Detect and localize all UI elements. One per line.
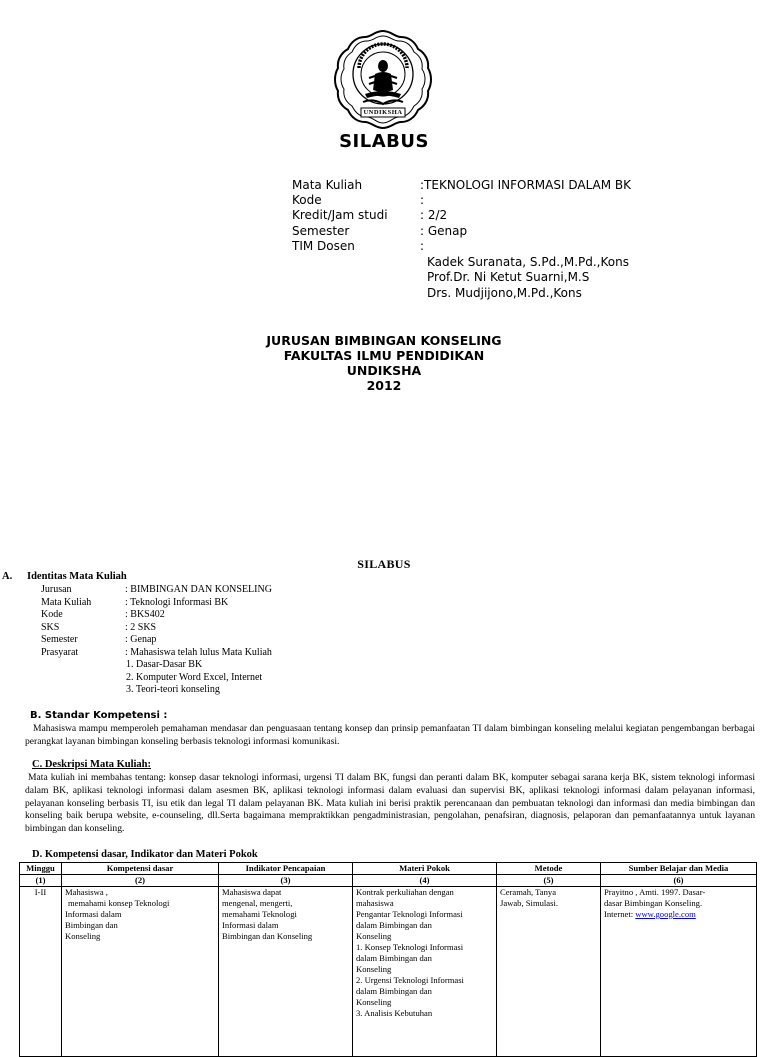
cell-line: Konseling: [356, 997, 392, 1007]
cell-line: Bimbingan dan Konseling: [222, 931, 313, 941]
cell-line: Informasi dalam: [222, 920, 279, 930]
cell-line: Informasi dalam: [65, 909, 122, 919]
competency-table: [19, 862, 757, 1057]
column-number: (4): [353, 875, 497, 887]
row-value: : Teknologi Informasi BK: [125, 597, 229, 608]
cell-line: Mahasiswa ,: [65, 887, 108, 897]
row-value: : 2 SKS: [125, 622, 157, 633]
row-value: : Genap: [420, 224, 468, 238]
cover-title: SILABUS: [339, 131, 429, 152]
cell-line: Konseling: [356, 931, 392, 941]
header-materi: Materi Pokok: [353, 863, 497, 875]
cell-line: Konseling: [65, 931, 101, 941]
table-header-row: [20, 863, 757, 875]
header-sumber: Sumber Belajar dan Media: [601, 863, 757, 875]
cell-line: 1. Konsep Teknologi Informasi: [356, 942, 464, 952]
section-a-letter: A.: [2, 571, 13, 582]
cell-line: dalam Bimbingan dan: [356, 920, 432, 930]
cell-indikator: [219, 887, 353, 1057]
row-value: :: [420, 239, 425, 253]
institution-line: FAKULTAS ILMU PENDIDIKAN: [283, 348, 485, 363]
cell-line: Jawab, Simulasi.: [500, 898, 559, 908]
logo-banner-text: UNDIKSHA: [363, 109, 403, 116]
row-label: TIM Dosen: [292, 239, 355, 253]
prasyarat-item: 3. Teori-teori konseling: [126, 684, 220, 695]
cell-line: Pengantar Teknologi Informasi: [356, 909, 463, 919]
row-value: : 2/2: [420, 208, 448, 222]
cell-line: mengenal, mengerti,: [222, 898, 293, 908]
syllabus-title: SILABUS: [357, 557, 411, 571]
prasyarat-item: 1. Dasar-Dasar BK: [126, 659, 203, 670]
column-number: (6): [601, 875, 757, 887]
row-label: SKS: [41, 622, 60, 633]
column-number: (5): [497, 875, 601, 887]
internet-label: Internet:: [604, 909, 634, 919]
row-label: Kode: [41, 609, 63, 620]
section-a-heading: Identitas Mata Kuliah: [27, 571, 127, 582]
cell-line: mahasiswa: [356, 898, 394, 908]
cell-line: Bimbingan dan: [65, 920, 118, 930]
row-value: : BKS402: [125, 609, 165, 620]
institution-line: JURUSAN BIMBINGAN KONSELING: [266, 333, 502, 348]
cell-minggu: I-II: [20, 887, 62, 1057]
row-label: Prasyarat: [41, 647, 79, 658]
cell-line: dalam Bimbingan dan: [356, 953, 432, 963]
undiksha-logo: [333, 28, 433, 132]
cell-sumber: [601, 887, 757, 1057]
cell-line: 2. Urgensi Teknologi Informasi: [356, 975, 464, 985]
cell-line: memahami Teknologi: [222, 909, 297, 919]
prasyarat-item: 2. Komputer Word Excel, Internet: [126, 672, 263, 683]
cell-line: Kontrak perkuliahan dengan: [356, 887, 454, 897]
column-number: (3): [219, 875, 353, 887]
cell-metode: [497, 887, 601, 1057]
row-label: Kode: [292, 193, 322, 207]
row-value: : Mahasiswa telah lulus Mata Kuliah: [125, 647, 272, 658]
header-minggu: Minggu: [20, 863, 62, 875]
section-b-text: Mahasiswa mampu memperoleh pemahaman mendasar dan penguasaan tentang konsep dan prinsip pemanfaatan TI dalam bimbingan konseling melalui kegiatan pengembangan berbagai perangkat layanan bimbingan konseling berbasis teknologi informasi komunikasi.: [25, 723, 755, 747]
dosen-name: Kadek Suranata, S.Pd.,M.Pd.,Kons: [427, 255, 629, 269]
cell-line: [604, 909, 753, 920]
section-b-heading: B. Standar Kompetensi :: [30, 710, 168, 721]
header-metode: Metode: [497, 863, 601, 875]
header-kompetensi: Kompetensi dasar: [62, 863, 219, 875]
cell-line: memahami konsep Teknologi: [68, 898, 170, 908]
row-value: : BIMBINGAN DAN KONSELING: [125, 584, 272, 595]
cell-materi: [353, 887, 497, 1057]
section-c-heading: C. Deskripsi Mata Kuliah:: [32, 759, 152, 770]
column-number: (2): [62, 875, 219, 887]
row-label: Mata Kuliah: [41, 597, 92, 608]
row-label: Semester: [292, 224, 350, 238]
cell-line: 3. Analisis Kebutuhan: [356, 1008, 433, 1018]
cell-line: Mahasiswa dapat: [222, 887, 282, 897]
section-d-heading: D. Kompetensi dasar, Indikator dan Materi Pokok: [32, 849, 258, 860]
google-link[interactable]: www.google.com: [635, 909, 696, 919]
cell-line: Ceramah, Tanya: [500, 887, 557, 897]
section-c-text: Mata kuliah ini membahas tentang: konsep dasar teknologi informasi, urgensi TI dalam BK, fungsi dan peranti dalam BK, komputer sebagai sarana kerja BK, sistem teknologi informasi dalam BK, aplikasi teknologi informasi dalam asesmen BK, aplikasi teknologi informasi dalam evaluasi dan supervisi BK, aplikasi teknologi informasi dalam pelayanan informasi, pelayanan konseling berbasis TI, isu etik dan legal TI dalam pelayanan BK. Mata kuliah ini berisi praktik perencanaan dan pembuatan teknologi dan informasi dan media bimbingan dan konseling baik berupa website, e-counseling, dll.Serta bagaimana mempraktikkan pengadministrasian, pengolahan, penafsiran, diagnosis, pelaporan dan pemanfaatannya untuk layanan bimbingan dan konseling.: [25, 772, 755, 835]
institution-line: 2012: [366, 378, 402, 393]
institution-line: UNDIKSHA: [346, 363, 422, 378]
row-label: Semester: [41, 634, 78, 645]
row-value: :TEKNOLOGI INFORMASI DALAM BK: [420, 178, 632, 192]
dosen-name: Prof.Dr. Ni Ketut Suarni,M.S: [427, 270, 590, 284]
cell-kompetensi: [62, 887, 219, 1057]
row-label: Mata Kuliah: [292, 178, 363, 192]
row-label: Kredit/Jam studi: [292, 208, 388, 222]
cell-line: Konseling: [356, 964, 392, 974]
column-number: (1): [20, 875, 62, 887]
cell-line: dasar Bimbingan Konseling.: [604, 898, 703, 908]
cell-line: Prayitno , Amti. 1997. Dasar-: [604, 887, 706, 897]
table-row: [20, 887, 757, 1057]
row-value: : Genap: [125, 634, 157, 645]
row-value: :: [420, 193, 425, 207]
cell-line: dalam Bimbingan dan: [356, 986, 432, 996]
row-label: Jurusan: [41, 584, 72, 595]
dosen-name: Drs. Mudjijono,M.Pd.,Kons: [427, 286, 582, 300]
table-number-row: [20, 875, 757, 887]
header-indikator: Indikator Pencapaian: [219, 863, 353, 875]
